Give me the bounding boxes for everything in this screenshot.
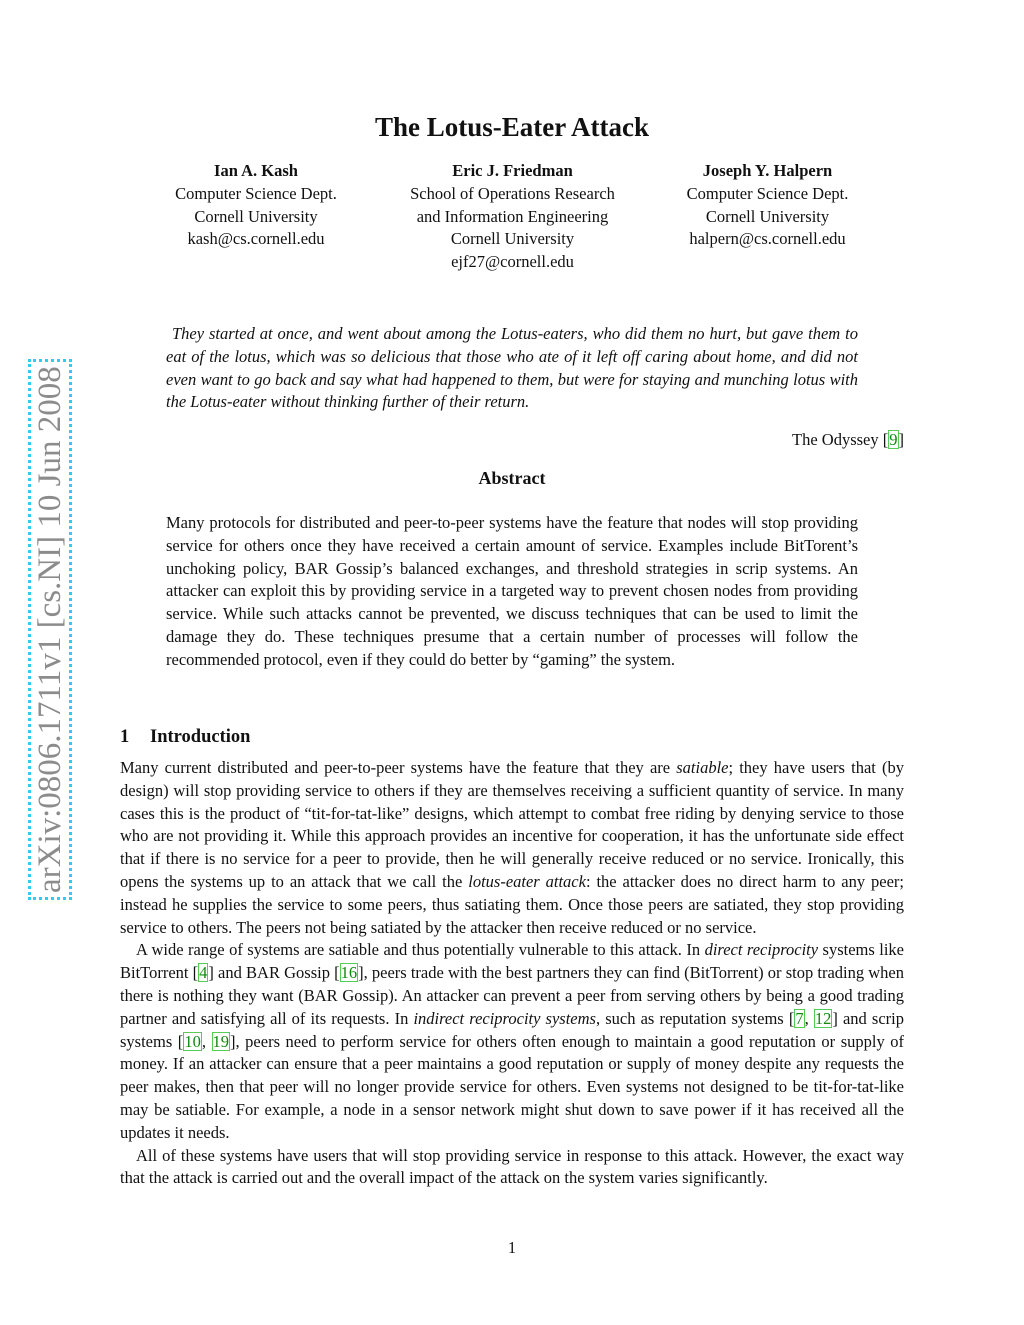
emphasis: direct reciprocity — [704, 940, 819, 960]
citation-link[interactable]: 19 — [212, 1031, 229, 1051]
text-run: ] and BAR Gossip [ — [208, 963, 340, 983]
author-affiliation: and Information Engineering — [416, 206, 609, 226]
author-2 — [390, 160, 635, 274]
citation-link[interactable]: 10 — [184, 1031, 201, 1051]
emphasis: lotus-eater attack — [468, 871, 586, 891]
citation-link[interactable]: 4 — [199, 963, 208, 983]
text-run: , — [201, 1031, 212, 1051]
section-body — [120, 757, 904, 1190]
section-heading — [120, 727, 250, 748]
page-number: 1 — [507, 1238, 517, 1257]
author-3 — [660, 160, 875, 251]
text-run: : the attacker does no direct harm to any peer; instead he supplies the service to some peers, thus satiating them. Once those peers are satiated, they stop providing service to others. The peers not being satiated by the attacker then receive reduced or no service. — [120, 871, 904, 937]
author-affiliation: School of Operations Research — [410, 183, 615, 203]
emphasis: indirect reciprocity systems — [413, 1008, 596, 1028]
epigraph — [166, 323, 858, 414]
epigraph-text: They started at once, and went about among the Lotus-eaters, who did them no hurt, but gave them to eat of the lotus, which was so delicious that those who ate of it left off caring about home, and did not even want to go back and say what had happened to them, but were for staying and munching lotus with the Lotus-eater without thinking further of their return. — [166, 324, 858, 412]
text-run: systems like BitTorrent [ — [120, 940, 904, 983]
author-affiliation: Cornell University — [705, 206, 830, 226]
epigraph-source: The Odyssey [9] — [792, 430, 904, 449]
arxiv-stamp[interactable]: arXiv:0806.1711v1 [cs.NI] 10 Jun 2008 — [28, 359, 72, 900]
author-affiliation: Computer Science Dept. — [175, 183, 337, 203]
section-number: 1 — [120, 727, 130, 747]
paragraph — [120, 757, 904, 939]
text-run: , — [804, 1008, 814, 1028]
citation-link[interactable]: 16 — [340, 963, 358, 983]
section-title: Introduction — [150, 727, 251, 747]
paragraph — [120, 939, 904, 1144]
author-email: kash@cs.cornell.edu — [187, 229, 325, 249]
abstract-text: Many protocols for distributed and peer-to-peer systems have the feature that nodes will stop providing service for others once they have received a certain amount of service. Examples include BitTorent’s unchoking policy, BAR Gossip’s balanced exchanges, and threshold strategies in scrip systems. An attacker can exploit this by providing service in a targeted way to prevent chosen nodes from providing service. While such attacks cannot be prevented, we discuss techniques that can be used to limit the damage they do. These techniques presume that a certain number of processes will follow the recommended protocol, even if they could do better by “gaming” the system. — [166, 513, 858, 669]
citation-link[interactable]: 9 — [889, 430, 898, 449]
author-affiliation: Cornell University — [194, 206, 318, 226]
author-email: halpern@cs.cornell.edu — [689, 229, 846, 249]
author-affiliation: Cornell University — [450, 229, 575, 249]
text-run: , such as reputation systems [ — [595, 1008, 795, 1028]
text-run: Many current distributed and peer-to-peer systems have the feature that they are — [120, 758, 677, 777]
text-run: ], peers need to perform service for others often enough to maintain a good reputation or supply of money. If an attacker can ensure that a peer maintains a good reputation or supply of money despite any requests the peer makes, then that peer will no longer provide service for others. Even systems not designed to be tit-for-tat-like may be satiable. For example, a node in a sensor network might shut down to save power if it has received all the updates it needs. — [120, 1031, 905, 1142]
author-name: Joseph Y. Halpern — [702, 161, 833, 180]
citation-link[interactable]: 7 — [795, 1008, 804, 1028]
author-name: Ian A. Kash — [214, 161, 298, 180]
paragraph: All of these systems have users that will stop providing service in response to this attack. However, the exact way that the attack is carried out and the overall impact of the attack on the system varies significantly. — [120, 1145, 904, 1188]
text-run: ], peers trade with the best partners they can find (BitTorrent) or stop trading when there is nothing they want (BAR Gossip). An attacker can prevent a peer from serving others by being a good trading partner and satisfying all of its requests. In — [120, 963, 904, 1028]
abstract-body — [166, 512, 858, 672]
paper-title: The Lotus-Eater Attack — [375, 112, 649, 142]
author-name: Eric J. Friedman — [452, 161, 573, 180]
emphasis: satiable — [676, 758, 729, 777]
author-1 — [151, 160, 361, 251]
text-run: ] and scrip systems [ — [120, 1008, 904, 1051]
epigraph-source-title: The Odyssey — [792, 430, 879, 449]
author-email: ejf27@cornell.edu — [451, 252, 574, 272]
text-run: ; they have users that (by design) will stop providing service to others if they are themselves receiving a sufficient quantity of service. In many cases this is the product of “tit-for-tat-like” designs, which attempt to combat free riding by denying service to those who are not providing it. While this approach provides an incentive for cooperation, it has the unfortunate side effect that if there is no service for a peer to provide, then he will generally receive reduced or no service. Ironically, this opens the systems up to an attack that we call the — [120, 758, 904, 891]
author-affiliation: Computer Science Dept. — [686, 183, 849, 203]
citation-link[interactable]: 12 — [814, 1008, 832, 1028]
abstract-heading: Abstract — [478, 468, 546, 488]
text-run: A wide range of systems are satiable and thus potentially vulnerable to this attack. In — [136, 940, 705, 960]
